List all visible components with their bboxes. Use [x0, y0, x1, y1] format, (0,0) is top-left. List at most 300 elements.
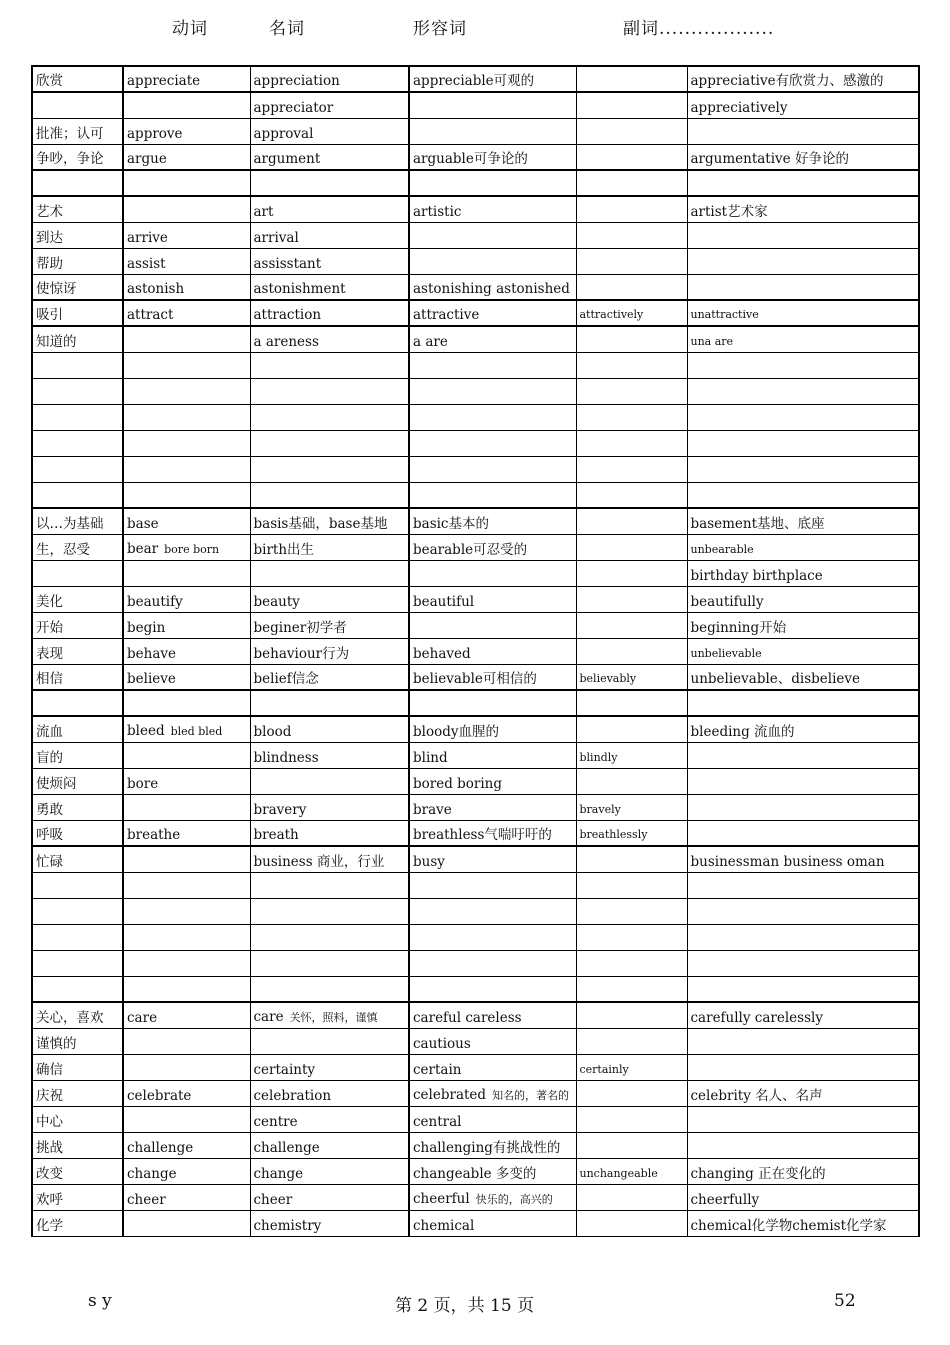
table-cell	[687, 456, 919, 482]
table-cell	[409, 404, 576, 430]
table-cell	[32, 300, 123, 326]
table-cell	[123, 1054, 250, 1080]
table-cell	[123, 456, 250, 482]
table-cell	[576, 560, 687, 586]
table-cell	[687, 118, 919, 144]
table-cell	[32, 664, 123, 690]
cell-text: blindly	[579, 750, 618, 764]
table-cell	[576, 742, 687, 768]
table-cell	[123, 1002, 250, 1028]
cell-text: artistic	[413, 203, 462, 220]
table-row	[32, 482, 919, 508]
table-cell	[576, 456, 687, 482]
table-cell	[32, 456, 123, 482]
cell-text: appreciable可观的	[413, 73, 535, 89]
cell-text: chemistry	[253, 1217, 322, 1234]
cell-text: carefully carelessly	[690, 1009, 823, 1026]
table-cell	[32, 898, 123, 924]
table-cell	[32, 1054, 123, 1080]
footer-left: s y	[88, 1291, 112, 1311]
cell-text: 改变	[36, 1165, 63, 1182]
cell-text: 呼吸	[36, 827, 63, 843]
cell-text: bravery	[253, 801, 307, 818]
table-cell	[576, 976, 687, 1002]
table-cell	[687, 1158, 919, 1184]
table-cell	[576, 196, 687, 222]
table-cell	[250, 1054, 409, 1080]
table-cell	[123, 976, 250, 1002]
table-cell	[409, 1080, 576, 1106]
table-cell	[123, 144, 250, 170]
table-cell	[576, 508, 687, 534]
table-cell	[687, 352, 919, 378]
table-cell	[250, 742, 409, 768]
table-cell	[123, 950, 250, 976]
table-row	[32, 924, 919, 950]
table-cell	[409, 274, 576, 300]
table-row	[32, 950, 919, 976]
table-cell	[250, 1106, 409, 1132]
table-cell	[576, 1132, 687, 1158]
table-cell	[409, 1158, 576, 1184]
cell-text: cheer	[127, 1191, 166, 1208]
table-cell	[687, 92, 919, 118]
cell-text: unbearable	[690, 542, 754, 556]
cell-text: attract	[127, 307, 174, 323]
table-cell	[409, 586, 576, 612]
cell-text: approval	[253, 125, 314, 142]
table-cell	[250, 404, 409, 430]
table-cell	[576, 326, 687, 352]
table-cell	[32, 534, 123, 560]
table-cell	[123, 482, 250, 508]
table-cell	[250, 1210, 409, 1236]
table-cell	[250, 92, 409, 118]
table-cell	[576, 352, 687, 378]
table-cell	[32, 144, 123, 170]
cell-note: bled bled	[170, 724, 223, 738]
cell-text: a areness	[253, 333, 319, 350]
table-cell	[409, 664, 576, 690]
table-cell	[250, 352, 409, 378]
cell-text: appreciate	[127, 73, 201, 89]
table-row	[32, 664, 919, 690]
table-cell	[250, 66, 409, 92]
table-cell	[250, 898, 409, 924]
table-cell	[687, 846, 919, 872]
footer-right: 52	[834, 1291, 856, 1311]
table-cell	[687, 274, 919, 300]
cell-text: assisstant	[253, 255, 322, 272]
table-row	[32, 1080, 919, 1106]
table-cell	[250, 560, 409, 586]
table-row	[32, 534, 919, 560]
table-cell	[123, 1184, 250, 1210]
table-row	[32, 560, 919, 586]
cell-text: 表现	[36, 645, 63, 662]
cell-text: 以…为基础	[36, 515, 104, 532]
cell-text: chemical	[413, 1217, 475, 1234]
table-cell	[687, 508, 919, 534]
table-cell	[576, 716, 687, 742]
table-cell	[123, 1158, 250, 1184]
table-cell	[409, 118, 576, 144]
table-cell	[409, 456, 576, 482]
cell-text: beauty	[253, 593, 300, 610]
table-cell	[409, 1132, 576, 1158]
table-cell	[576, 274, 687, 300]
table-cell	[576, 430, 687, 456]
cell-text: 挑战	[36, 1139, 63, 1156]
cell-note: 关怀，照料，谨慎	[289, 1010, 378, 1024]
table-cell	[409, 248, 576, 274]
table-cell	[32, 612, 123, 638]
cell-text: appreciator	[253, 99, 334, 116]
table-cell	[409, 638, 576, 664]
cell-text: believe	[127, 671, 176, 687]
table-cell	[409, 534, 576, 560]
table-cell	[250, 768, 409, 794]
table-cell	[123, 352, 250, 378]
cell-text: care	[127, 1009, 158, 1026]
cell-text: 开始	[36, 619, 63, 636]
cell-text: argumentative 好争论的	[690, 151, 849, 167]
vocabulary-table-body	[32, 66, 919, 1236]
table-cell	[576, 300, 687, 326]
table-cell	[576, 118, 687, 144]
vocabulary-table	[31, 65, 920, 1237]
cell-text: 盲的	[36, 749, 63, 766]
table-cell	[123, 872, 250, 898]
table-cell	[409, 1002, 576, 1028]
cell-text: 欣赏	[36, 73, 63, 89]
table-cell	[250, 586, 409, 612]
cell-text: bleeding 流血的	[690, 723, 795, 740]
table-row	[32, 118, 919, 144]
table-cell	[687, 430, 919, 456]
cell-text: breathe	[127, 827, 181, 843]
cell-text: arguable可争论的	[413, 151, 528, 167]
cell-text: centre	[253, 1113, 298, 1130]
cell-text: 吸引	[36, 307, 63, 323]
table-cell	[687, 66, 919, 92]
table-cell	[123, 1106, 250, 1132]
cell-text: 使惊讶	[36, 281, 77, 297]
table-cell	[576, 404, 687, 430]
table-row	[32, 768, 919, 794]
table-cell	[687, 768, 919, 794]
table-cell	[409, 872, 576, 898]
cell-text: bleed	[127, 722, 165, 739]
table-cell	[576, 664, 687, 690]
table-cell	[687, 638, 919, 664]
table-cell	[250, 1080, 409, 1106]
table-cell	[32, 924, 123, 950]
table-row	[32, 352, 919, 378]
cell-text: behaviour行为	[253, 645, 350, 662]
cell-text: argument	[253, 151, 321, 167]
table-row	[32, 92, 919, 118]
header-verb: 动词	[172, 19, 208, 39]
cell-text: blind	[413, 749, 448, 766]
table-cell	[576, 690, 687, 716]
cell-text: basis基础，base基地	[253, 515, 388, 532]
table-cell	[576, 1184, 687, 1210]
table-cell	[687, 950, 919, 976]
table-cell	[409, 378, 576, 404]
table-cell	[250, 846, 409, 872]
table-cell	[576, 1210, 687, 1236]
table-cell	[32, 794, 123, 820]
table-row	[32, 404, 919, 430]
table-cell	[32, 1080, 123, 1106]
cell-text: 帮助	[36, 255, 63, 272]
table-cell	[250, 1002, 409, 1028]
table-cell	[123, 118, 250, 144]
table-cell	[250, 612, 409, 638]
table-cell	[32, 326, 123, 352]
table-cell	[123, 248, 250, 274]
table-cell	[32, 1106, 123, 1132]
cell-text: celebrated	[413, 1086, 487, 1103]
table-row	[32, 794, 919, 820]
cell-text: bear	[127, 540, 159, 557]
table-row	[32, 300, 919, 326]
table-row	[32, 638, 919, 664]
cell-text: challenging有挑战性的	[413, 1139, 561, 1156]
table-cell	[123, 300, 250, 326]
cell-text: brave	[413, 801, 452, 818]
table-cell	[123, 742, 250, 768]
table-cell	[409, 950, 576, 976]
table-cell	[32, 352, 123, 378]
cell-text: business 商业，行业	[253, 853, 385, 870]
table-row	[32, 716, 919, 742]
table-cell	[409, 1054, 576, 1080]
cell-text: 庆祝	[36, 1087, 63, 1104]
table-cell	[250, 690, 409, 716]
cell-text: 使烦闷	[36, 775, 77, 792]
cell-text: beginning开始	[690, 619, 787, 636]
table-cell	[123, 586, 250, 612]
table-cell	[409, 508, 576, 534]
cell-text: astonish	[127, 281, 185, 297]
table-row	[32, 1054, 919, 1080]
table-row	[32, 66, 919, 92]
table-cell	[409, 196, 576, 222]
table-cell	[123, 794, 250, 820]
table-cell	[409, 352, 576, 378]
cell-text: artist艺术家	[690, 203, 768, 220]
table-row	[32, 1132, 919, 1158]
table-row	[32, 1106, 919, 1132]
cell-text: bearable可忍受的	[413, 541, 528, 558]
table-row	[32, 820, 919, 846]
table-cell	[687, 820, 919, 846]
table-cell	[32, 508, 123, 534]
table-cell	[687, 482, 919, 508]
table-row	[32, 846, 919, 872]
table-cell	[250, 118, 409, 144]
table-cell	[32, 92, 123, 118]
table-cell	[576, 1080, 687, 1106]
cell-text: appreciation	[253, 73, 340, 89]
table-cell	[32, 66, 123, 92]
table-cell	[576, 950, 687, 976]
table-cell	[32, 1132, 123, 1158]
table-cell	[409, 326, 576, 352]
cell-text: cheerfully	[690, 1191, 760, 1208]
table-cell	[687, 404, 919, 430]
header-adjective: 形容词	[413, 19, 467, 39]
table-cell	[123, 92, 250, 118]
table-cell	[123, 378, 250, 404]
table-cell	[576, 638, 687, 664]
table-cell	[576, 222, 687, 248]
table-cell	[409, 976, 576, 1002]
table-cell	[32, 872, 123, 898]
cell-text: approve	[127, 125, 183, 142]
cell-text: birthday birthplace	[690, 567, 823, 584]
table-cell	[687, 872, 919, 898]
cell-note: bore born	[164, 542, 220, 556]
table-cell	[32, 482, 123, 508]
table-cell	[32, 1028, 123, 1054]
cell-text: bravely	[579, 802, 621, 816]
table-cell	[409, 222, 576, 248]
table-cell	[576, 612, 687, 638]
table-cell	[409, 612, 576, 638]
table-cell	[576, 170, 687, 196]
table-cell	[123, 508, 250, 534]
cell-text: begin	[127, 619, 166, 636]
table-cell	[123, 170, 250, 196]
table-cell	[687, 1002, 919, 1028]
cell-text: 流血	[36, 723, 63, 740]
table-cell	[409, 742, 576, 768]
table-cell	[250, 1158, 409, 1184]
table-cell	[250, 170, 409, 196]
table-cell	[32, 586, 123, 612]
cell-text: basic基本的	[413, 515, 489, 532]
cell-text: birth出生	[253, 541, 315, 558]
cell-text: una are	[690, 334, 734, 348]
cell-note: 快乐的，高兴的	[475, 1192, 553, 1206]
table-cell	[32, 1184, 123, 1210]
table-cell	[576, 482, 687, 508]
table-cell	[687, 664, 919, 690]
table-cell	[687, 612, 919, 638]
table-cell	[576, 66, 687, 92]
table-cell	[250, 924, 409, 950]
table-cell	[32, 1158, 123, 1184]
table-cell	[409, 66, 576, 92]
table-cell	[123, 716, 250, 742]
table-cell	[250, 430, 409, 456]
cell-text: breathlessly	[579, 828, 648, 841]
table-cell	[687, 976, 919, 1002]
table-cell	[576, 1106, 687, 1132]
cell-text: celebrate	[127, 1087, 192, 1104]
table-cell	[409, 92, 576, 118]
cell-text: beautify	[127, 593, 183, 610]
table-row	[32, 976, 919, 1002]
table-cell	[576, 92, 687, 118]
table-cell	[687, 378, 919, 404]
table-cell	[409, 1184, 576, 1210]
table-cell	[409, 898, 576, 924]
table-cell	[687, 716, 919, 742]
table-cell	[32, 690, 123, 716]
table-cell	[32, 378, 123, 404]
table-cell	[32, 248, 123, 274]
table-row	[32, 274, 919, 300]
table-cell	[409, 794, 576, 820]
table-cell	[687, 222, 919, 248]
cell-text: 相信	[36, 671, 63, 687]
table-cell	[687, 248, 919, 274]
cell-text: unbelievable、disbelieve	[690, 671, 861, 687]
table-cell	[576, 898, 687, 924]
table-cell	[576, 534, 687, 560]
cell-text: belief信念	[253, 671, 319, 687]
table-cell	[687, 144, 919, 170]
table-row	[32, 196, 919, 222]
cell-text: beginer初学者	[253, 619, 347, 636]
cell-text: change	[253, 1165, 304, 1182]
cell-text: 确信	[36, 1061, 63, 1078]
table-cell	[250, 144, 409, 170]
table-cell	[687, 534, 919, 560]
cell-text: 关心，喜欢	[36, 1009, 104, 1026]
cell-text: breath	[253, 827, 299, 843]
table-row	[32, 612, 919, 638]
table-cell	[250, 196, 409, 222]
table-row	[32, 1028, 919, 1054]
cell-text: challenge	[253, 1139, 320, 1156]
table-cell	[687, 1080, 919, 1106]
table-cell	[32, 560, 123, 586]
cell-text: cautious	[413, 1035, 471, 1052]
table-cell	[250, 326, 409, 352]
table-cell	[409, 300, 576, 326]
cell-text: basement基地、底座	[690, 515, 825, 532]
table-cell	[250, 534, 409, 560]
table-cell	[32, 430, 123, 456]
cell-text: certain	[413, 1061, 462, 1078]
table-row	[32, 1002, 919, 1028]
table-cell	[409, 170, 576, 196]
cell-text: 谨慎的	[36, 1035, 77, 1052]
table-cell	[687, 1106, 919, 1132]
cell-text: central	[413, 1113, 462, 1130]
table-cell	[409, 846, 576, 872]
cell-text: challenge	[127, 1139, 194, 1156]
table-cell	[250, 456, 409, 482]
table-cell	[123, 664, 250, 690]
table-cell	[687, 170, 919, 196]
table-cell	[576, 586, 687, 612]
table-cell	[576, 768, 687, 794]
table-cell	[576, 144, 687, 170]
cell-text: unattractive	[690, 308, 759, 321]
table-cell	[409, 482, 576, 508]
table-cell	[687, 924, 919, 950]
header-adverb: 副词..................	[623, 19, 775, 39]
table-row	[32, 326, 919, 352]
table-cell	[123, 1132, 250, 1158]
table-cell	[250, 716, 409, 742]
